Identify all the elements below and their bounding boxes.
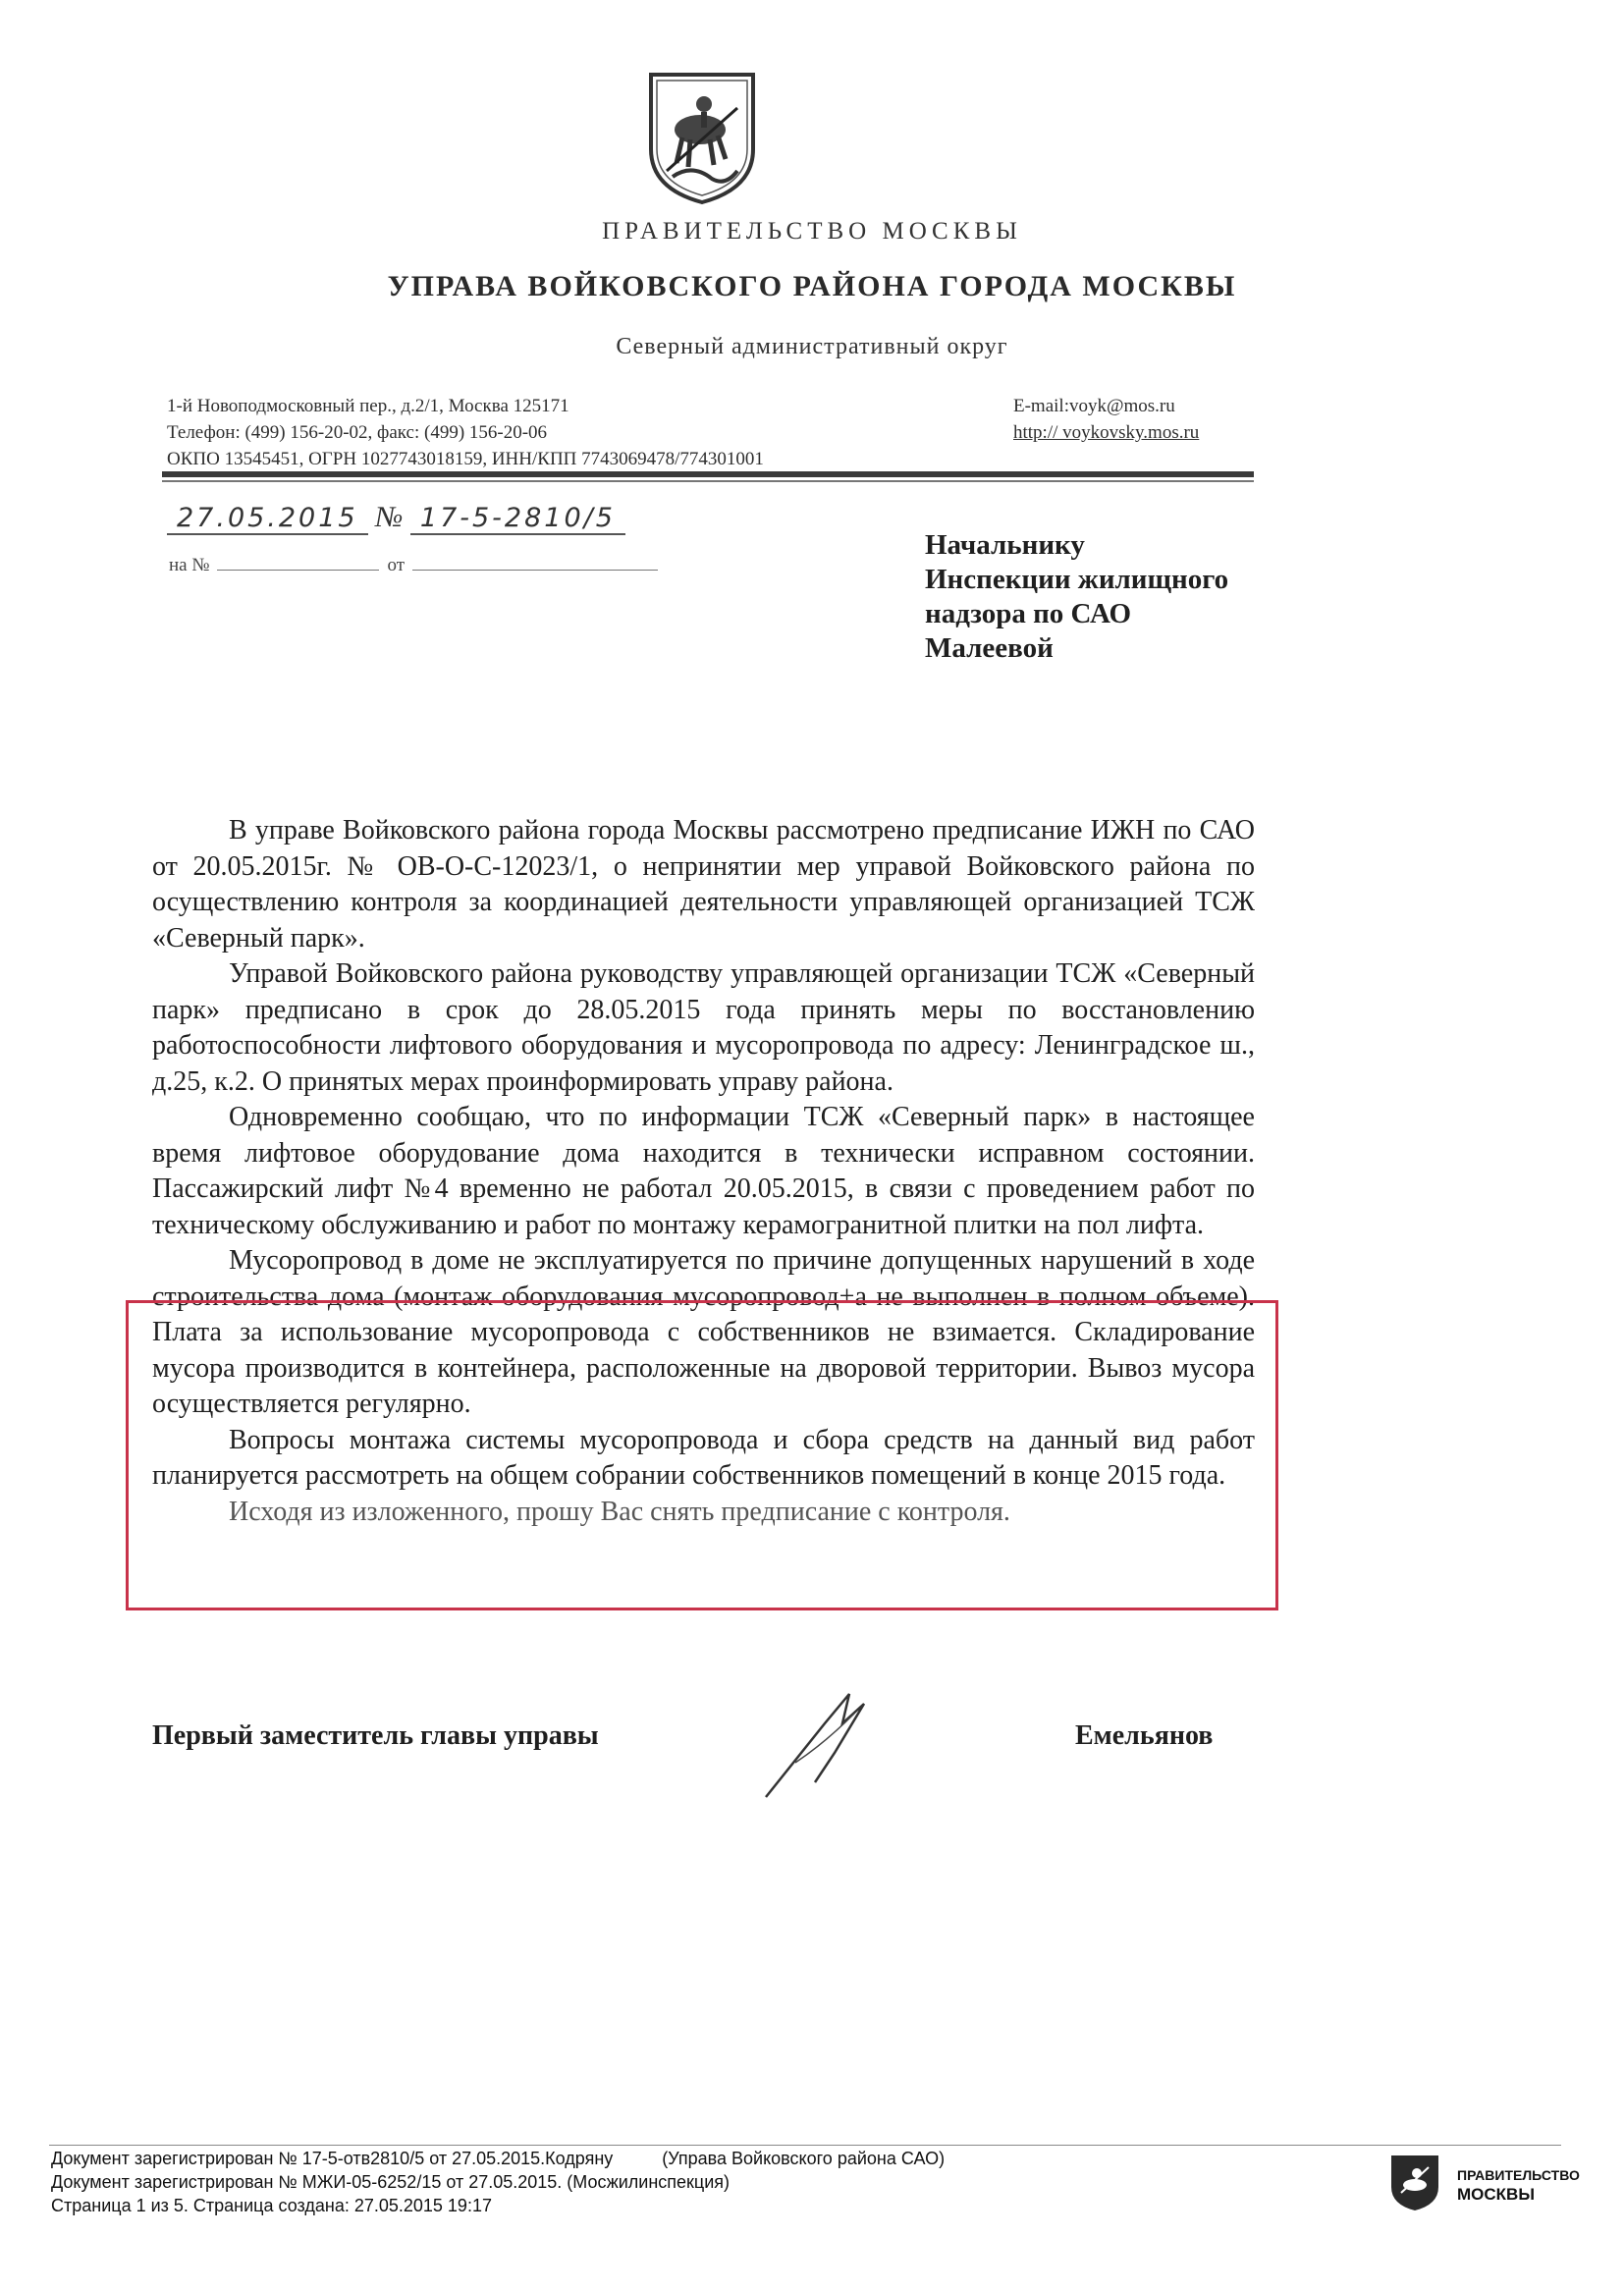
moscow-emblem-icon (1389, 2154, 1440, 2212)
footer-line: Документ зарегистрирован № МЖИ-05-6252/15 от 27.05.2015. (Мосжилинспекция) (51, 2172, 731, 2192)
footer-gov-line: МОСКВЫ (1457, 2185, 1535, 2204)
government-title: ПРАВИТЕЛЬСТВО МОСКВЫ (602, 218, 1022, 245)
paragraph: Исходя из изложенного, прошу Вас снять предписание с контроля. (229, 1496, 1010, 1527)
header-divider-thin (162, 480, 1254, 482)
paragraph: Мусоропровод в доме не эксплуатируется по причине допущенных нарушений в ходе строительства дома (монтаж оборудования мусоропровод+а не выполнен в полном объеме). Плата за использование мусоропровода с собственников не взимается. Складирование мусора производится в контейнера, расположенные на дворовой территории. Вывоз мусора осуществляется регулярно. (152, 1245, 1255, 1419)
paragraph: Управой Войковского района руководству управляющей организации ТСЖ «Северный парк» предписано в срок до 28.05.2015 года принять меры по восстановлению работоспособности лифтового оборудования и мусоропровода по адресу: Ленинградское ш., д.25, к.2. О принятых мерах проинформировать управу района. (152, 958, 1255, 1097)
paragraph: Одновременно сообщаю, что по информации ТСЖ «Северный парк» в настоящее время лифтовое оборудование дома находится в технически исправном состоянии. Пассажирский лифт №4 временно не работал 20.05.2015, в связи с проведением работ по техническому обслуживанию и работ по монтажу керамогранитной плитки на пол лифта. (152, 1102, 1255, 1240)
addressee-line: Инспекции жилищного (925, 564, 1229, 595)
district-title: Северный административный округ (616, 334, 1008, 359)
addressee-line: Малеевой (925, 632, 1054, 664)
from-label: от (387, 555, 406, 575)
website-link[interactable]: http:// voykovsky.mos.ru (1013, 422, 1200, 443)
address-line: 1-й Новоподмосковный пер., д.2/1, Москва 125171 (167, 396, 569, 416)
signer-title: Первый заместитель главы управы (152, 1720, 599, 1751)
ref-label: на № (169, 555, 210, 575)
header-divider (162, 471, 1254, 477)
highlight-box (126, 1300, 1278, 1610)
codes-line: ОКПО 13545451, ОГРН 1027743018159, ИНН/КПП 7743069478/774301001 (167, 449, 764, 469)
registration-number: 17-5-2810/5 (410, 503, 625, 535)
addressee-block (925, 528, 1228, 666)
footer-line: Документ зарегистрирован № 17-5-отв2810/5 от 27.05.2015.Кодряну (Управа Войковского района САО) (51, 2149, 946, 2168)
signature-icon (756, 1684, 893, 1802)
registration-date: 27.05.2015 (167, 503, 368, 535)
footer-gov-line: ПРАВИТЕЛЬСТВО (1457, 2167, 1580, 2183)
paragraph: В управе Войковского района города Москвы рассмотрено предписание ИЖН по САО от 20.05.2015г. № ОВ-О-С-12023/1, о непринятии мер управой Войковского района по осуществлению контроля за координацией деятельности управляющей организацией ТСЖ «Северный парк». (152, 815, 1255, 954)
organization-title: УПРАВА ВОЙКОВСКОГО РАЙОНА ГОРОДА МОСКВЫ (387, 270, 1237, 302)
reference-line (169, 555, 658, 576)
footer-divider (49, 2145, 1561, 2146)
from-blank (412, 570, 658, 571)
contact-details (167, 393, 764, 472)
email-line: E-mail:voyk@mos.ru (1013, 396, 1175, 416)
ref-blank (217, 570, 379, 571)
registration-number-label: № (375, 501, 404, 533)
registration-line (167, 501, 625, 535)
signer-name: Емельянов (1075, 1720, 1214, 1751)
phone-line: Телефон: (499) 156-20-02, факс: (499) 156-20-06 (167, 422, 548, 443)
footer-line: Страница 1 из 5. Страница создана: 27.05.2015 19:17 (51, 2196, 492, 2215)
footer-gov-label (1457, 2165, 1580, 2205)
addressee-line: надзора по САО (925, 598, 1132, 629)
paragraph: Вопросы монтажа системы мусоропровода и сбора средств на данный вид работ планируется рассмотреть на общем собрании собственников помещений в конце 2015 года. (152, 1424, 1255, 1491)
contact-online (1013, 393, 1199, 446)
addressee-line: Начальнику (925, 529, 1085, 561)
footer-registration (51, 2147, 945, 2217)
moscow-coat-of-arms-icon (643, 69, 761, 206)
